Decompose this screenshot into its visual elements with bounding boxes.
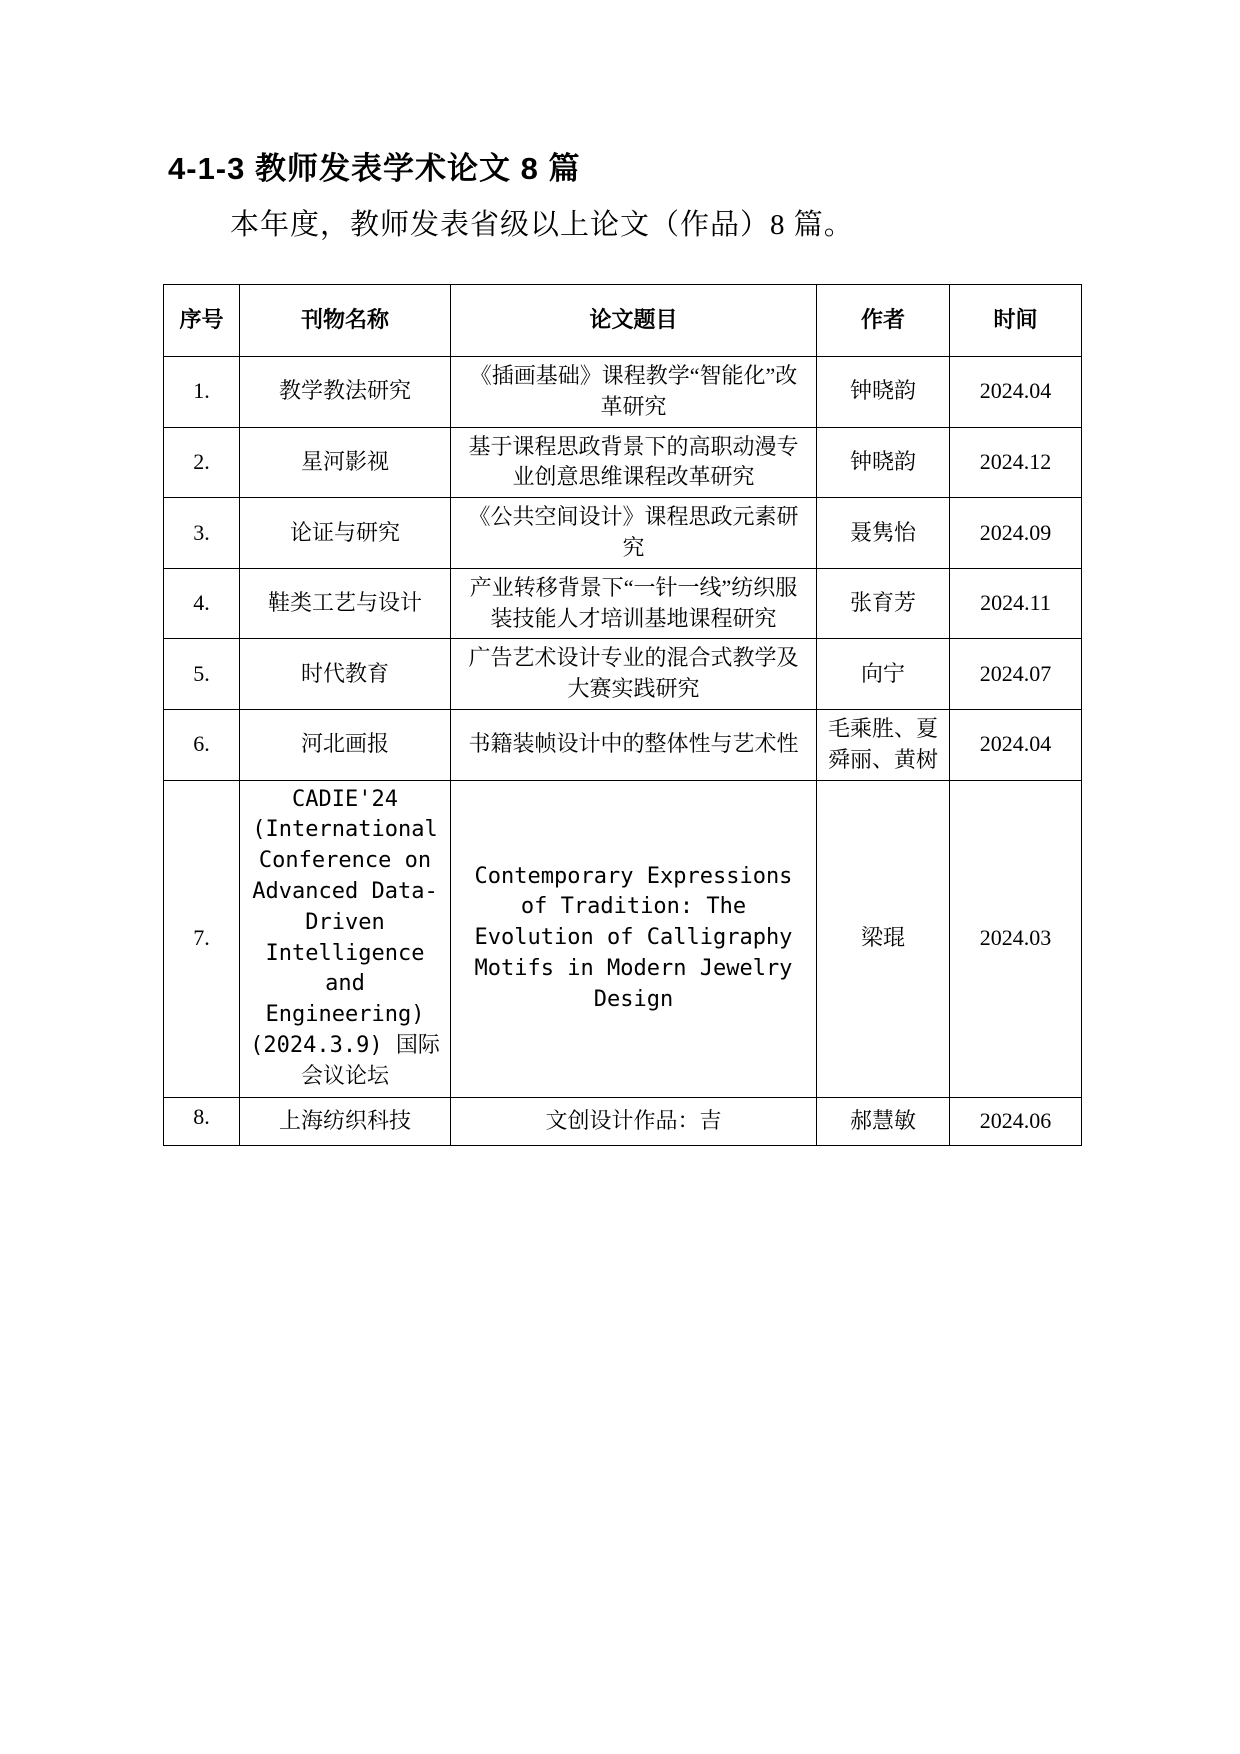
- cell-title: 《公共空间设计》课程思政元素研究: [451, 498, 817, 569]
- cell-date: 2024.04: [950, 709, 1082, 780]
- cell-title: 产业转移背景下“一针一线”纺织服装技能人才培训基地课程研究: [451, 568, 817, 639]
- cell-date: 2024.04: [950, 357, 1082, 428]
- cell-serial: 2.: [164, 427, 240, 498]
- cell-date: 2024.07: [950, 639, 1082, 710]
- cell-author: 聂隽怡: [817, 498, 950, 569]
- cell-date: 2024.03: [950, 780, 1082, 1097]
- cell-journal: 时代教育: [240, 639, 451, 710]
- table-header-row: [164, 285, 1082, 357]
- table-row: [164, 780, 1082, 1097]
- table-row: [164, 427, 1082, 498]
- cell-title: Contemporary Expressions of Tradition: The Evolution of Calligraphy Motifs in Modern Jewelry Design: [451, 780, 817, 1097]
- cell-author: 向宁: [817, 639, 950, 710]
- cell-journal: 星河影视: [240, 427, 451, 498]
- cell-journal: 河北画报: [240, 709, 451, 780]
- cell-author: 毛乘胜、夏舜丽、黄树: [817, 709, 950, 780]
- cell-author: 郝慧敏: [817, 1097, 950, 1145]
- cell-title: 《插画基础》课程教学“智能化”改革研究: [451, 357, 817, 428]
- cell-journal: 鞋类工艺与设计: [240, 568, 451, 639]
- cell-journal: 上海纺织科技: [240, 1097, 451, 1145]
- cell-author: 梁琨: [817, 780, 950, 1097]
- publications-table: [163, 284, 1082, 1146]
- col-header-date: 时间: [950, 285, 1082, 357]
- table-row: [164, 568, 1082, 639]
- cell-date: 2024.09: [950, 498, 1082, 569]
- cell-author: 钟晓韵: [817, 427, 950, 498]
- cell-journal: CADIE'24 (International Conference on Advanced Data-Driven Intelligence and Engineering)(2024.3.9) 国际会议论坛: [240, 780, 451, 1097]
- cell-date: 2024.11: [950, 568, 1082, 639]
- table-row: [164, 498, 1082, 569]
- cell-title: 书籍装帧设计中的整体性与艺术性: [451, 709, 817, 780]
- col-header-title: 论文题目: [451, 285, 817, 357]
- cell-date: 2024.06: [950, 1097, 1082, 1145]
- table-row: [164, 709, 1082, 780]
- page-title: 4-1-3 教师发表学术论文 8 篇: [168, 151, 581, 186]
- cell-title: 广告艺术设计专业的混合式教学及大赛实践研究: [451, 639, 817, 710]
- cell-serial: 1.: [164, 357, 240, 428]
- col-header-journal: 刊物名称: [240, 285, 451, 357]
- table-row: [164, 357, 1082, 428]
- intro-paragraph: 本年度，教师发表省级以上论文（作品）8 篇。: [230, 209, 854, 241]
- cell-title: 基于课程思政背景下的高职动漫专业创意思维课程改革研究: [451, 427, 817, 498]
- cell-author: 张育芳: [817, 568, 950, 639]
- cell-serial: 4.: [164, 568, 240, 639]
- cell-author: 钟晓韵: [817, 357, 950, 428]
- cell-serial: 8.: [164, 1097, 240, 1145]
- cell-serial: 6.: [164, 709, 240, 780]
- cell-serial: 3.: [164, 498, 240, 569]
- col-header-author: 作者: [817, 285, 950, 357]
- cell-date: 2024.12: [950, 427, 1082, 498]
- col-header-serial: 序号: [164, 285, 240, 357]
- cell-title: 文创设计作品：吉: [451, 1097, 817, 1145]
- cell-journal: 教学教法研究: [240, 357, 451, 428]
- cell-serial: 7.: [164, 780, 240, 1097]
- table-row: [164, 1097, 1082, 1145]
- cell-journal: 论证与研究: [240, 498, 451, 569]
- cell-serial: 5.: [164, 639, 240, 710]
- table-row: [164, 639, 1082, 710]
